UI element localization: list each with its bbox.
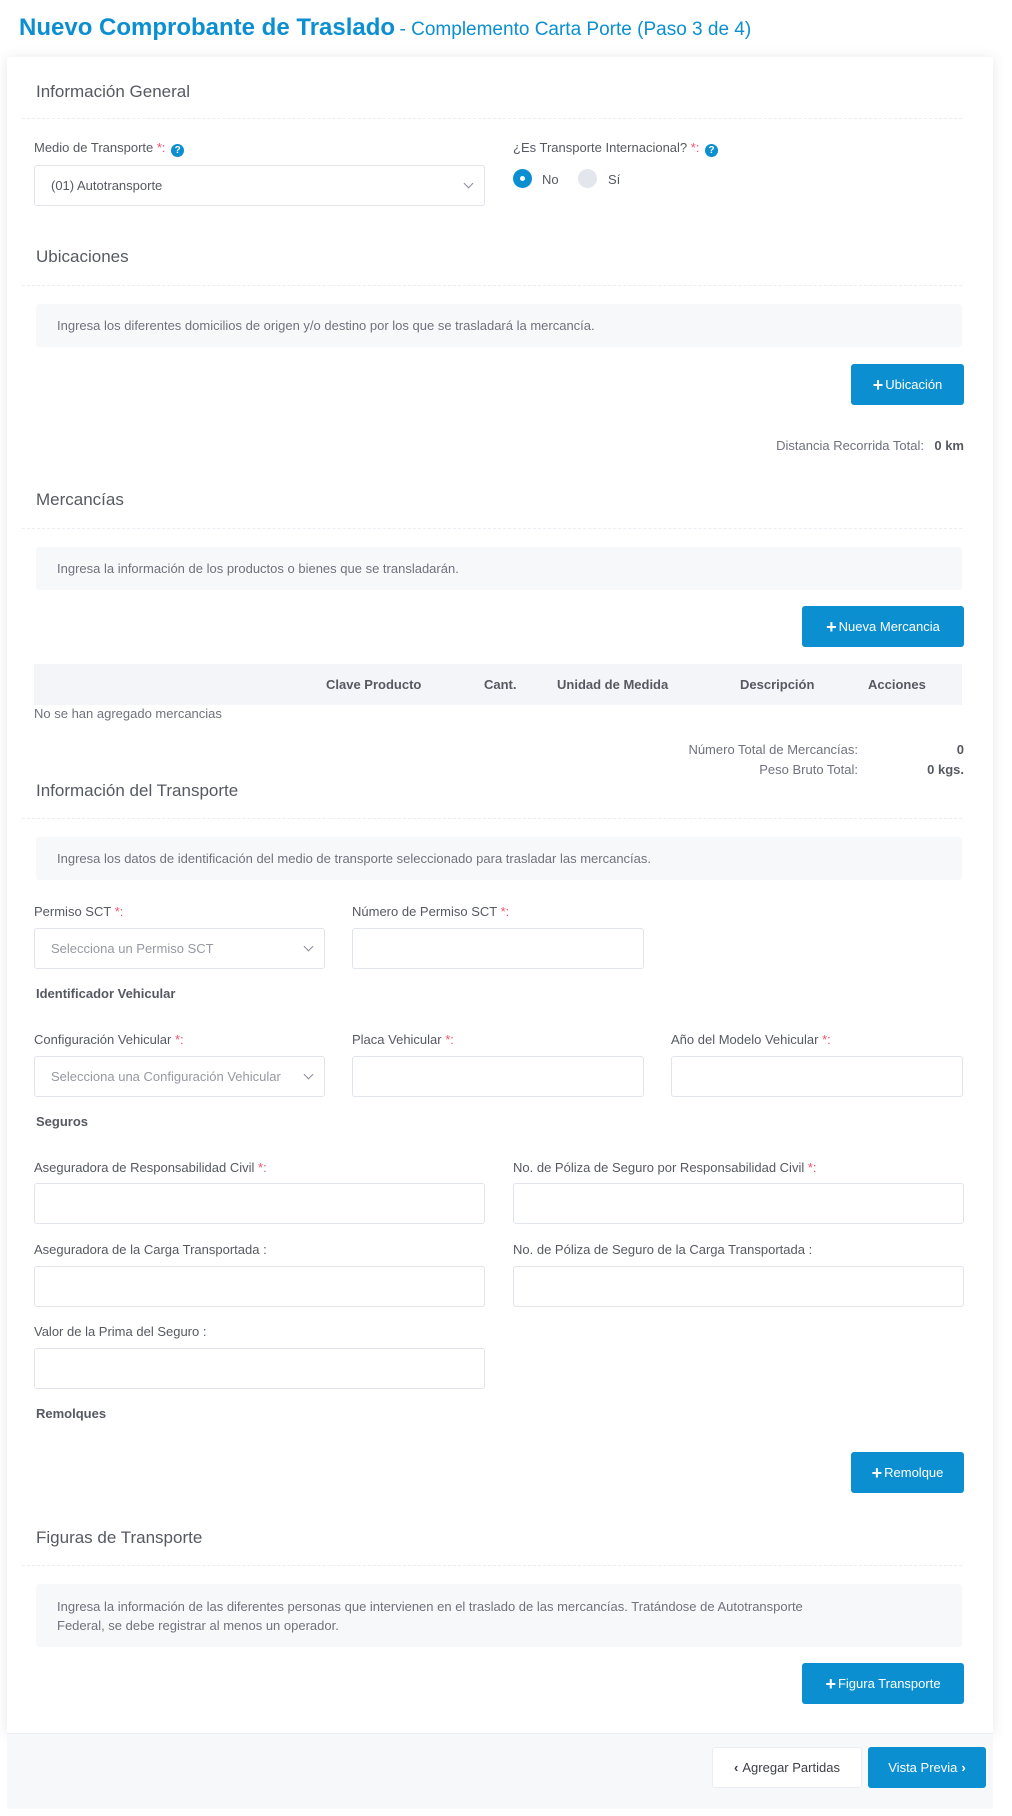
help-icon[interactable]: ?	[171, 144, 184, 157]
seguros-title: Seguros	[36, 1114, 89, 1129]
aseguradora-civil-label: Aseguradora de Responsabilidad Civil *:	[34, 1160, 267, 1175]
poliza-carga-input[interactable]	[513, 1266, 964, 1307]
radio-si[interactable]	[578, 169, 597, 188]
medio-transporte-label: Medio de Transporte *: ?	[34, 140, 184, 157]
chevron-left-icon: ‹	[734, 1760, 739, 1775]
chevron-down-icon	[304, 1070, 314, 1080]
config-vehicular-select[interactable]: Selecciona una Configuración Vehicular	[34, 1056, 325, 1097]
prima-seguro-label: Valor de la Prima del Seguro :	[34, 1324, 207, 1339]
column-header: Clave Producto	[326, 677, 422, 692]
anio-modelo-label: Año del Modelo Vehicular *:	[671, 1032, 831, 1047]
aseguradora-carga-input[interactable]	[34, 1266, 485, 1307]
section-title-transporte: Información del Transporte	[36, 781, 239, 800]
placa-vehicular-label: Placa Vehicular *:	[352, 1032, 454, 1047]
poliza-civil-label: No. de Póliza de Seguro por Responsabilidad Civil *:	[513, 1160, 817, 1175]
add-remolque-button[interactable]: + Remolque	[851, 1452, 964, 1493]
add-ubicacion-button[interactable]: + Ubicación	[851, 364, 964, 405]
numero-permiso-label: Número de Permiso SCT *:	[352, 904, 510, 919]
section-title-general: Información General	[36, 82, 191, 101]
anio-modelo-input[interactable]	[671, 1056, 963, 1097]
mercancias-info: Ingresa la información de los productos o bienes que se transladarán.	[36, 547, 962, 590]
peso-bruto-value: 0 kgs.	[927, 762, 964, 777]
vista-previa-button[interactable]: Vista Previa ›	[868, 1747, 986, 1788]
poliza-civil-input[interactable]	[513, 1183, 964, 1224]
add-mercancia-button[interactable]: + Nueva Mercancia	[802, 606, 964, 647]
section-title-mercancias: Mercancías	[36, 490, 124, 509]
transporte-info: Ingresa los datos de identificación del medio de transporte seleccionado para trasladar las mercancías.	[36, 837, 962, 880]
radio-si-label: Sí	[608, 172, 621, 187]
agregar-partidas-button[interactable]: ‹ Agregar Partidas	[712, 1747, 862, 1788]
aseguradora-carga-label: Aseguradora de la Carga Transportada :	[34, 1242, 267, 1257]
mercancias-table-header	[34, 664, 962, 705]
radio-no[interactable]	[513, 169, 532, 188]
figuras-info: Ingresa la información de las diferentes personas que intervienen en el traslado de las mercancías. Tratándose de Autotransporte Federal, se debe registrar al menos un operador.	[36, 1584, 962, 1647]
aseguradora-civil-input[interactable]	[34, 1183, 485, 1224]
distance-label: Distancia Recorrida Total:	[776, 438, 924, 453]
peso-bruto-label: Peso Bruto Total:	[759, 762, 858, 777]
total-mercancias-value: 0	[956, 742, 964, 757]
chevron-down-icon	[464, 179, 474, 189]
divider	[22, 528, 962, 529]
medio-transporte-select[interactable]: (01) Autotransporte	[34, 165, 485, 206]
config-vehicular-label: Configuración Vehicular *:	[34, 1032, 184, 1047]
poliza-carga-label: No. de Póliza de Seguro de la Carga Transportada :	[513, 1242, 813, 1257]
page-subtitle: - Complemento Carta Porte (Paso 3 de 4)	[399, 19, 752, 40]
column-header: Unidad de Medida	[557, 677, 669, 692]
chevron-down-icon	[304, 942, 314, 952]
divider	[22, 1565, 962, 1566]
total-mercancias-label: Número Total de Mercancías:	[688, 742, 858, 757]
placa-vehicular-input[interactable]	[352, 1056, 644, 1097]
divider	[22, 118, 962, 119]
radio-no-label: No	[542, 172, 559, 187]
help-icon[interactable]: ?	[705, 144, 718, 157]
plus-icon: +	[871, 1462, 883, 1483]
identificador-vehicular-title: Identificador Vehicular	[36, 986, 176, 1001]
remolques-title: Remolques	[36, 1406, 107, 1421]
divider	[22, 285, 962, 286]
section-title-ubicaciones: Ubicaciones	[36, 247, 129, 266]
column-header: Acciones	[868, 677, 926, 692]
column-header: Cant.	[484, 677, 517, 692]
add-figura-button[interactable]: + Figura Transporte	[802, 1663, 964, 1704]
divider	[22, 818, 962, 819]
plus-icon: +	[825, 1673, 836, 1694]
ubicaciones-info: Ingresa los diferentes domicilios de origen y/o destino por los que se trasladará la mercancía.	[36, 304, 962, 347]
chevron-right-icon: ›	[961, 1760, 966, 1775]
page-title	[19, 14, 751, 42]
transporte-internacional-label: ¿Es Transporte Internacional? *: ?	[513, 140, 718, 157]
plus-icon: +	[826, 616, 837, 637]
page-title-main: Nuevo Comprobante de Traslado	[19, 14, 396, 41]
empty-table-message: No se han agregado mercancias	[34, 706, 222, 721]
numero-permiso-input[interactable]	[352, 928, 644, 969]
section-title-figuras: Figuras de Transporte	[36, 1528, 203, 1547]
permiso-sct-select[interactable]: Selecciona un Permiso SCT	[34, 928, 325, 969]
prima-seguro-input[interactable]	[34, 1348, 485, 1389]
permiso-sct-label: Permiso SCT *:	[34, 904, 124, 919]
distance-value: 0 km	[934, 438, 964, 453]
column-header: Descripción	[740, 677, 815, 692]
plus-icon: +	[872, 374, 884, 395]
